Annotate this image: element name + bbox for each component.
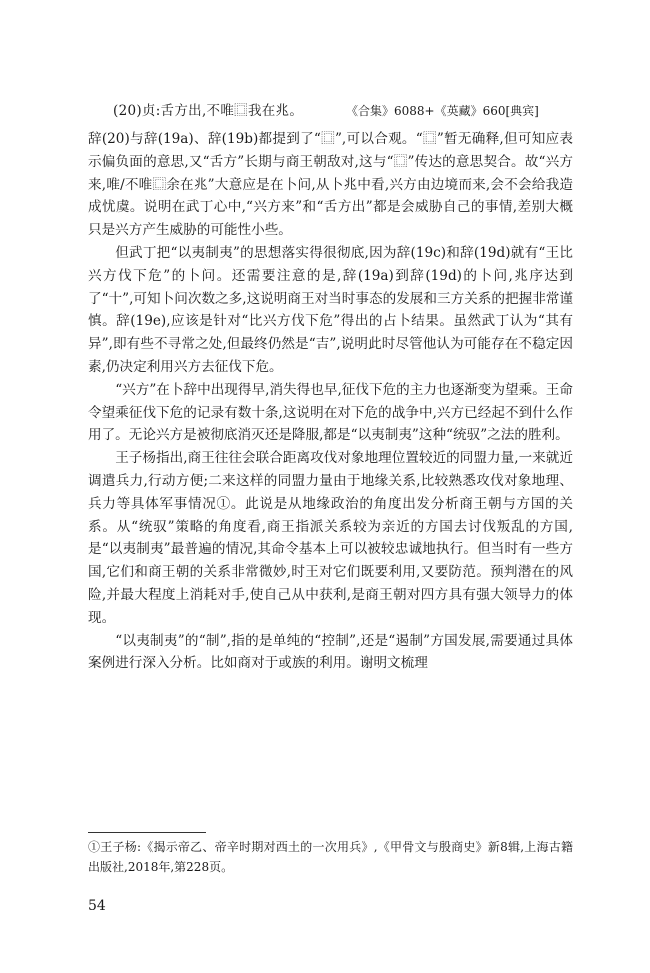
body-text	[88, 128, 573, 675]
footnote: ①王子杨:《揭示帝乙、帝辛时期对西土的一次用兵》,《甲骨文与殷商史》新8辑,上海古籍出版社,2018年,第228页。	[88, 840, 573, 874]
footnote-divider	[88, 832, 206, 833]
inscription-text: (20)贞:舌方出,不唯⿴我在兆。	[113, 103, 304, 119]
inscription-line	[113, 100, 593, 122]
inscription-source: 《合集》6088+《英藏》660[典宾]	[346, 104, 539, 118]
paragraph: 王子杨指出,商王往往会联合距离攻伐对象地理位置较近的同盟力量,一来就近调遣兵力,行动方便;二来这样的同盟力量由于地缘关系,比较熟悉攻伐对象地理、兵力等具体军事情况①。此说是从地缘政治的角度出发分析商王朝与方国的关系。从“统驭”策略的角度看,商王指派关系较为亲近的方国去讨伐叛乱的方国,是“以夷制夷”最普遍的情况,其命令基本上可以被较忠诚地执行。但当时有一些方国,它们和商王朝的关系非常微妙,时王对它们既要利用,又要防范。预判潜在的风险,并最大程度上消耗对手,使自己从中获利,是商王朝对四方具有强大领导力的体现。	[88, 450, 573, 626]
paragraph: “兴方”在卜辞中出现得早,消失得也早,征伐下危的主力也逐渐变为望乘。王命令望乘征伐下危的记录有数十条,这说明在对下危的战争中,兴方已经起不到什么作用了。无论兴方是被彻底消灭还是降服,都是“以夷制夷”这种“统驭”之法的胜利。	[88, 381, 573, 444]
paragraph: 辞(20)与辞(19a)、辞(19b)都提到了“⿴”,可以合观。“⿴”暂无确释,但可知应表示偏负面的意思,又“舌方”长期与商王朝敌对,这与“⿴”传达的意思契合。故“兴方来,唯/不唯⿴余在兆”大意应是在卜问,从卜兆中看,兴方由边境而来,会不会给我造成忧虞。说明在武丁心中,“兴方来”和“舌方出”都是会威胁自己的事情,差别大概只是兴方产生威胁的可能性小些。	[88, 131, 573, 239]
page-number: 54	[88, 898, 106, 914]
paragraph: “以夷制夷”的“制”,指的是单纯的“控制”,还是“遏制”方国发展,需要通过具体案例进行深入分析。比如商对于或族的利用。谢明文梳理	[88, 632, 573, 672]
paragraph: 但武丁把“以夷制夷”的思想落实得很彻底,因为辞(19c)和辞(19d)就有“王比兴方伐下危”的卜问。还需要注意的是,辞(19a)到辞(19d)的卜问,兆序达到了“十”,可知卜问次数之多,这说明商王对当时事态的发展和三方关系的把握非常谨慎。辞(19e),应该是针对“比兴方伐下危”得出的占卜结果。虽然武丁认为“其有异”,即有些不寻常之处,但最终仍然是“吉”,说明此时尽管他认为可能存在不稳定因素,仍决定利用兴方去征伐下危。	[88, 244, 573, 375]
